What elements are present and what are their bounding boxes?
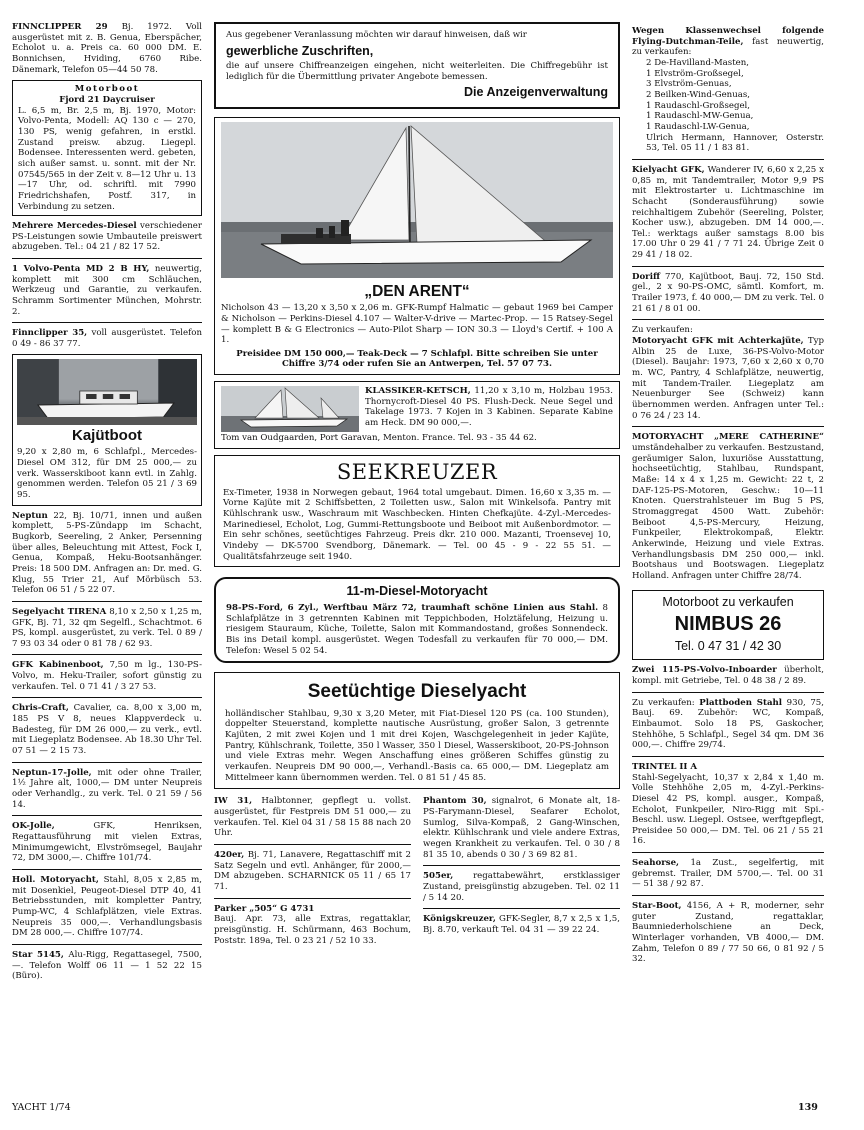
- ad-seekreuzer: SEEKREUZER Ex-Timeter, 1938 in Norwegen gebaut, 1964 total umgebaut. Dimen. 16,60 x 3,35 m. — Vorne Kajüte mit 2 Schiffsbetten, 2 Toiletten usw., Salon mit Winkelsofa. Pantry mit Kühlschrank usw., Waschraum mit Waschbecken. Hinten Chefkajüte. 4-Zyl.-Mercedes-Marinediesel, Echolot, Log, Gummi-Rettungsboote und Beiboot mit Außenbordmotor. — Ein sehr schönes, seetüchtiges Fahrzeug. Preis dkr. 210 000. Mazanti, Troensevej 10, Vindeby — DK-5700 Svendborg, Dänemark. — Tel. 00 45 - 9 - 22 55 51. — Qualitätsfahrzeuge seit 1940.: [214, 455, 620, 568]
- ad-seetuechtige-dieselyacht: Seetüchtige Dieselyacht holländischer Stahlbau, 9,30 x 3,20 Meter, mit Fiat-Diesel 120 PS (ca. 100 Stunden), doppelter Steuerstand, komplette nautische Ausrüstung, großer Salon, 3 getrennte Kajüten, 2 mit zwei Kojen und 1 mit drei Kojen, Waschgelegenheit in jeder Kajüte, Pantry, Kühlschrank, Toilette, 350 l Wasser, 350 l Diesel, Wasserskiboot, 20-PS-Johnson und viele Extras mehr. Wegen Anschaffung eines größeren Schiffes günstig zu verkaufen. Neupreis DM 90 000,—, Verhandl.-Basis ca. 65 000,— DM. Liegeplatz am Mittelmeer kann übernommen werden. Tel. 0 81 51 / 45 85.: [214, 672, 620, 789]
- den-arent-photo: [221, 122, 613, 278]
- divider: [423, 865, 620, 866]
- ad-flying-dutchman: Wegen Klassenwechsel folgende Flying-Dutchman-Teile, fast neuwertig, zu verkaufen: 2 De-Havilland-Masten, 1 Elvström-Großsegel, 3 Elvström-Genuas, 2 Beilken-Wind-Genuas, 1 Raudaschl-Großsegel, 1 Raudaschl-MW-Genua, 1 Raudaschl-LW-Genua, Ulrich Hermann, Hannover, Osterstr. 53, Tel. 05 11 / 1 83 81.: [632, 26, 825, 154]
- divider: [12, 654, 202, 655]
- divider: [12, 762, 202, 763]
- divider: [632, 895, 824, 896]
- footer-issue: YACHT 1/74: [12, 1102, 71, 1113]
- page-number: 139: [798, 1102, 818, 1113]
- ad-fjord-21: Motorboot Fjord 21 Daycruiser L. 6,5 m, Br. 2,5 m, Bj. 1970, Motor: Volvo-Penta, Modell: AQ 130 c — 270, 130 PS, wenig gefahren, in erstkl. Zustand preisw. abzug. Liegepl. Bodensee. Interessenten werd. gebeten, sich außer samst. u. sonnt. mit der Nr. 07545/565 in der Zeit v. 8—12 Uhr u. 13—17 Uhr, od. schriftl. mit 7990 Friedrichshafen, Postf. 317, in Verbindung zu setzen.: [12, 80, 202, 216]
- ad-mere-catherine: MOTORYACHT „MERE CATHERINE“ umständehalber zu verkaufen. Bestzustand, geräumiger Salon, luxuriöse Ausstattung, hochseetüchtig, Stahlbau, Rundspant, Maße: 14 x 4 x 1,25 m. Gewicht: 22 t, 2 DAF-125-PS-Motoren, Geschw.: 10—11 Knoten. Querstrahlsteuer im Bug 5 PS, Stromaggregat 4500 Watt. Zubehör: Beiboot 4,5-PS-Mercury, Heizung, Funkpeiler, Elektrokompaß, Elektr. Ankerwinde, Heizung und viele Extras. Verhandlungsbasis DM 250 000,— inkl. Bootshaus und Bootswagen. Liegeplatz Holland. Anfragen unter Chiffre 28/74.: [632, 432, 824, 581]
- divider: [12, 815, 202, 816]
- ad-505er: 505er, regattabewährt, erstklassiger Zustand, preisgünstig abzugeben. Tel. 02 11 / 5 14 20.: [423, 871, 620, 903]
- list-item: 3 Elvström-Genuas,: [646, 79, 732, 90]
- divider: [12, 601, 202, 602]
- ad-parker-505: Parker „505“ G 4731 Bauj. Apr. 73, alle Extras, regattaklar, preisgünstig. H. Schürmann, 463 Bochum, Poststr. 189a, Tel. 0 23 21 / 52 10 33.: [214, 903, 411, 946]
- divider: [632, 319, 824, 320]
- divider: [632, 266, 824, 267]
- notice-anzeigenverwaltung: Aus gegebener Veranlassung möchten wir darauf hinweisen, daß wir gewerbliche Zuschriften, die auf unsere Chiffreanzeigen eingehen, nicht weiterleiten. Die Chiffregebühr ist lediglich für die Übermittlung privater Angebote bemessen. Die Anzeigenverwaltung: [214, 22, 620, 109]
- ad-neptun-22: Neptun 22, Bj. 10/71, innen und außen komplett, 5-PS-Zündapp im Schacht, Bugkorb, Seereling, 2 Anker, Persenning über alles, Beleuchtung mit Attest, Fock I, Genua, Kompaß, Heku-Bootsanhänger. Preis: 18 500 DM. Anfragen an: Dr. med. G. Klug, 55 Trier 21, Auf Mörbüsch 53. Telefon 06 51 / 5 22 07.: [12, 510, 203, 596]
- list-item: 1 Raudaschl-MW-Genua,: [646, 111, 754, 122]
- column-right: [632, 26, 824, 965]
- ad-den-arent: „DEN ARENT“ Nicholson 43 — 13,20 x 3,50 x 2,06 m. GFK-Rumpf Halmatic — gebaut 1969 bei Camper & Nicholson — Perkins-Diesel 4.107 — Walter-V-drive — Martec-Prop. — 15 Ratsey-Segel — komplett B & G Electronics — Auto-Pilot Sharp — ION 30.3 — Lloyd's Certif. + 100 A 1. Preisidee DM 150 000,— Teak-Deck — 7 Schlafpl. Bitte schreiben Sie unter Chiffre 3/74 oder rufen Sie an Antwerpen, Tel. 57 07 73.: [214, 117, 620, 375]
- list-item: 1 Raudaschl-Großsegel,: [646, 100, 751, 111]
- ad-nimbus-26: Motorboot zu verkaufen NIMBUS 26 Tel. 0 47 31 / 42 30: [632, 590, 824, 661]
- ad-420er: 420er, Bj. 71, Lanavere, Regattaschiff mit 2 Satz Segeln und evtl. Anhänger, für 2000,— DM abzugeben. SCHARNICK 05 11 / 65 17 71.: [214, 849, 411, 892]
- ketsch-photo: [221, 386, 359, 432]
- ad-klassiker-ketsch: KLASSIKER-KETSCH, 11,20 x 3,10 m, Holzbau 1953. Thornycroft-Diesel 40 PS. Flush-Deck. Neue Segel und Takelage 1973. 7 Kojen in 3 Kabinen. Separate Kabine am Heck. DM 90 000,—. Tom van Oudgaarden, Port Garavan, Menton. France. Tel. 93 - 35 44 62.: [214, 381, 620, 449]
- ad-doriff: Doriff 770, Kajütboot, Bauj. 72, 150 Std. gel., 2 x 90-PS-OMC, sämtl. Komfort, m. Trailer 1973, f. 40 000,— DM zu verk. Tel. 0 21 61 / 8 01 00.: [632, 271, 824, 314]
- ad-neptun-17: Neptun-17-Jolle, mit oder ohne Trailer, 1½ Jahre alt, 1000,— DM unter Neupreis oder Verhandlg., zu verk. Tel. 0 21 59 / 56 14.: [12, 767, 203, 810]
- ad-zwei-volvo: Zwei 115-PS-Volvo-Inboarder überholt, kompl. mit Getriebe, Tel. 0 48 38 / 2 89.: [632, 665, 824, 686]
- divider: [12, 869, 202, 870]
- divider: [632, 426, 824, 427]
- kajuetboot-photo: [17, 359, 197, 425]
- ad-11m-diesel-motoryacht: 11-m-Diesel-Motoryacht 98-PS-Ford, 6 Zyl., Werftbau März 72, traumhaft schöne Linien aus Stahl. 8 Schlafplätze in 3 getrennten Kabinen mit Teppichboden, Holztäfelung, Heizung u. riesigem Stauraum, Küche, Toilette, Salon mit Kommandostand, großes Sonnendeck. Bis ins Detail kompl. ausgerüstet. Wegen Todesfall zu verkaufen für 70 000,— DM. Telefon: Wesel 5 02 54.: [214, 577, 620, 663]
- divider: [12, 258, 202, 259]
- ad-finnclipper-35: Finnclipper 35, voll ausgerüstet. Telefon 0 49 - 86 37 77.: [12, 328, 202, 350]
- ad-gfk-kabinenboot: GFK Kabinenboot, 7,50 m lg., 130-PS-Volvo, m. Heku-Trailer, sofort günstig zu verkaufen. Tel. 0 71 41 / 3 27 53.: [12, 660, 203, 692]
- ad-plattboden: Zu verkaufen: Plattboden Stahl 930, 75, Bauj. 69. Zubehör: WC, Kompaß, Einbaumot. Solo 18 PS, Gaskocher, Stehhöhe, 5 Schlafpl., Segel 34 qm. DM 36 000,—. Chiffre 29/74.: [632, 697, 825, 751]
- list-item: 1 Elvström-Großsegel,: [646, 68, 744, 79]
- ad-volvo-penta: 1 Volvo-Penta MD 2 B HY, neuwertig, komplett mit 300 cm Schläuchen, Werkzeug und Garantie, zu verkaufen. Schramm Sortimenter München, Mohrstr. 2.: [12, 264, 203, 317]
- list-item: 2 Beilken-Wind-Genuas,: [646, 89, 751, 100]
- ad-holl-motoryacht: Holl. Motoryacht, Stahl, 8,05 x 2,85 m, mit Dosenkiel, Peugeot-Diesel DTP 40, 41 Betriebsstunden, mit kompletter Pantry, Pump-WC, 4 Schlafplätzen, viele Extras. Neupreis 35 000,—. Verhandlungsbasis DM 28 000,—. Chiffre 107/74.: [12, 874, 203, 939]
- divider: [632, 852, 824, 853]
- ad-kajuetboot: Kajütboot 9,20 x 2,80 m, 6 Schlafpl., Mercedes-Diesel OM 312, für DM 25 000,— zu verk. Wasserskiboot kann evtl. in Zahlg. genommen werden. Telefon 05 21 / 3 69 95.: [12, 354, 202, 506]
- divider: [12, 944, 202, 945]
- column-middle: [214, 22, 620, 946]
- ad-star-boot: Star-Boot, 4156, A + R, moderner, sehr guter Zustand, regattaklar, Baumniederholschiene an Deck, Winterlager vorhanden, VB 4000,— DM. Zahm, Telefon 0 89 / 77 50 66, 0 81 92 / 5 32.: [632, 901, 824, 965]
- divider: [632, 159, 824, 160]
- ad-albin-25: Zu verkaufen: Motoryacht GFK mit Achterkajüte, Typ Albin 25 de Luxe, 36-PS-Volvo-Motor (Diesel). Baujahr: 1973, 7,60 x 2,60 x 0,70 m. WC, Pantry, 4 Schlafplätze, neuwertig, mit Tandem-Trailer. Liegeplatz am Neuenburger See (Schweiz) kann übernommen werden. Anfragen unter Tel.: 0 76 24 / 23 14.: [632, 325, 824, 421]
- divider: [214, 898, 411, 899]
- ad-ok-jolle: OK-Jolle, GFK, Henriksen, Regattausführung mit vielen Extras, Minimumgewicht, Elvströmsegel, Baujahr 72, DM 3000,—. Chiffre 101/74.: [12, 821, 203, 864]
- list-item: 2 De-Havilland-Masten,: [646, 57, 749, 68]
- ad-trintel: TRINTEL II A Stahl-Segelyacht, 10,37 x 2,84 x 1,40 m. Volle Stehhöhe 2,05 m, 4-Zyl.-Perkins-Diesel 42 PS, kompl. ausger., Kompaß, Echolot, Funkpeiler, Niro-Rigg mit Spi.-Beschl. usw. Liegepl. Ostsee, werftgepflegt, Preisidee 50 000,— DM. Tel. 06 21 / 55 21 16.: [632, 761, 824, 847]
- divider: [632, 692, 824, 693]
- ad-koenigskreuzer: Königskreuzer, GFK-Segler, 8,7 x 2,5 x 1,5, Bj. 8.70, verkauft Tel. 04 31 — 39 22 24.: [423, 914, 620, 935]
- divider: [12, 322, 202, 323]
- ad-phantom-30: Phantom 30, signalrot, 6 Monate alt, 18-PS-Farymann-Diesel, Seafarer Echolot, Sumlog, Silva-Kompaß, 2 Gang-Winschen, elektr. Kühlschrank und viele andere Extras, wegen Krankheit zu verkaufen. Tel. 0 30 / 8 81 35 10, abends 0 30 / 3 69 82 81.: [423, 796, 621, 860]
- divider: [423, 908, 620, 909]
- divider: [214, 844, 411, 845]
- ad-tirena: Segelyacht TIRENA 8,10 x 2,50 x 1,25 m, GFK, Bj. 71, 32 qm Segelfl., Schachtmot. 6 PS, kompl. ausgerüstet, zu verk. Tel. 0 89 / 7 93 03 34 oder 0 81 78 / 62 93.: [12, 606, 203, 649]
- ad-finnclipper-29: FINNCLIPPER 29 Bj. 1972. Voll ausgerüstet mit z. B. Genua, Eberspächer, Echolot u. a. Preis ca. 60 000 DM. E. Bonnichsen, Hviding, 6760 Ribe. Dänemark, Telefon 05—44 50 78.: [12, 22, 202, 75]
- ad-kielyacht: Kielyacht GFK, Wanderer IV, 6,60 x 2,25 x 0,85 m, mit Tandemtrailer, Motor 9,9 PS mit Elektrostarter u. Lichtmaschine im Schacht (Sonderausführung) sowie reichhaltigem Zubehör (Seereling, Polster, Kocher usw.), abzugeben. DM 14 000,—. Tel.: werktags außer samstags 8.00 bis 17.00 Uhr 0 29 41 / 7 71 24. Übrige Zeit 0 29 41 / 18 02.: [632, 164, 825, 261]
- list-item: 1 Raudaschl-LW-Genua,: [646, 121, 750, 132]
- ad-iw-31: IW 31, Halbtonner, gepflegt u. vollst. ausgerüstet, für Festpreis DM 51 000,— zu verkaufen. Tel. Kiel 04 31 / 58 15 88 nach 20 Uhr.: [214, 796, 411, 839]
- ad-star-5145: Star 5145, Alu-Rigg, Regattasegel, 7500,—. Telefon Wolff 06 11 — 1 52 22 15 (Büro).: [12, 949, 203, 982]
- divider: [632, 756, 824, 757]
- ad-seahorse: Seahorse, 1a Zust., segelfertig, mit gebremst. Trailer, DM 5700,—. Tel. 00 31 — 51 38 / 92 87.: [632, 858, 824, 890]
- ad-mercedes-diesel: Mehrere Mercedes-Diesel verschiedener PS-Leistungen sowie Umbauteile preiswert abzugeben. Tel.: 04 21 / 82 17 52.: [12, 221, 203, 253]
- parts-list: [632, 58, 824, 133]
- ad-chris-craft: Chris-Craft, Cavalier, ca. 8,00 x 3,00 m, 185 PS V 8, neues Klappverdeck u. Badesteg, für DM 26 000,— zu verk., evtl. mit Liegeplatz Bodensee. Ab 18.30 Uhr Tel. 07 51 — 2 15 73.: [12, 703, 202, 757]
- divider: [12, 697, 202, 698]
- column-left: [12, 22, 202, 982]
